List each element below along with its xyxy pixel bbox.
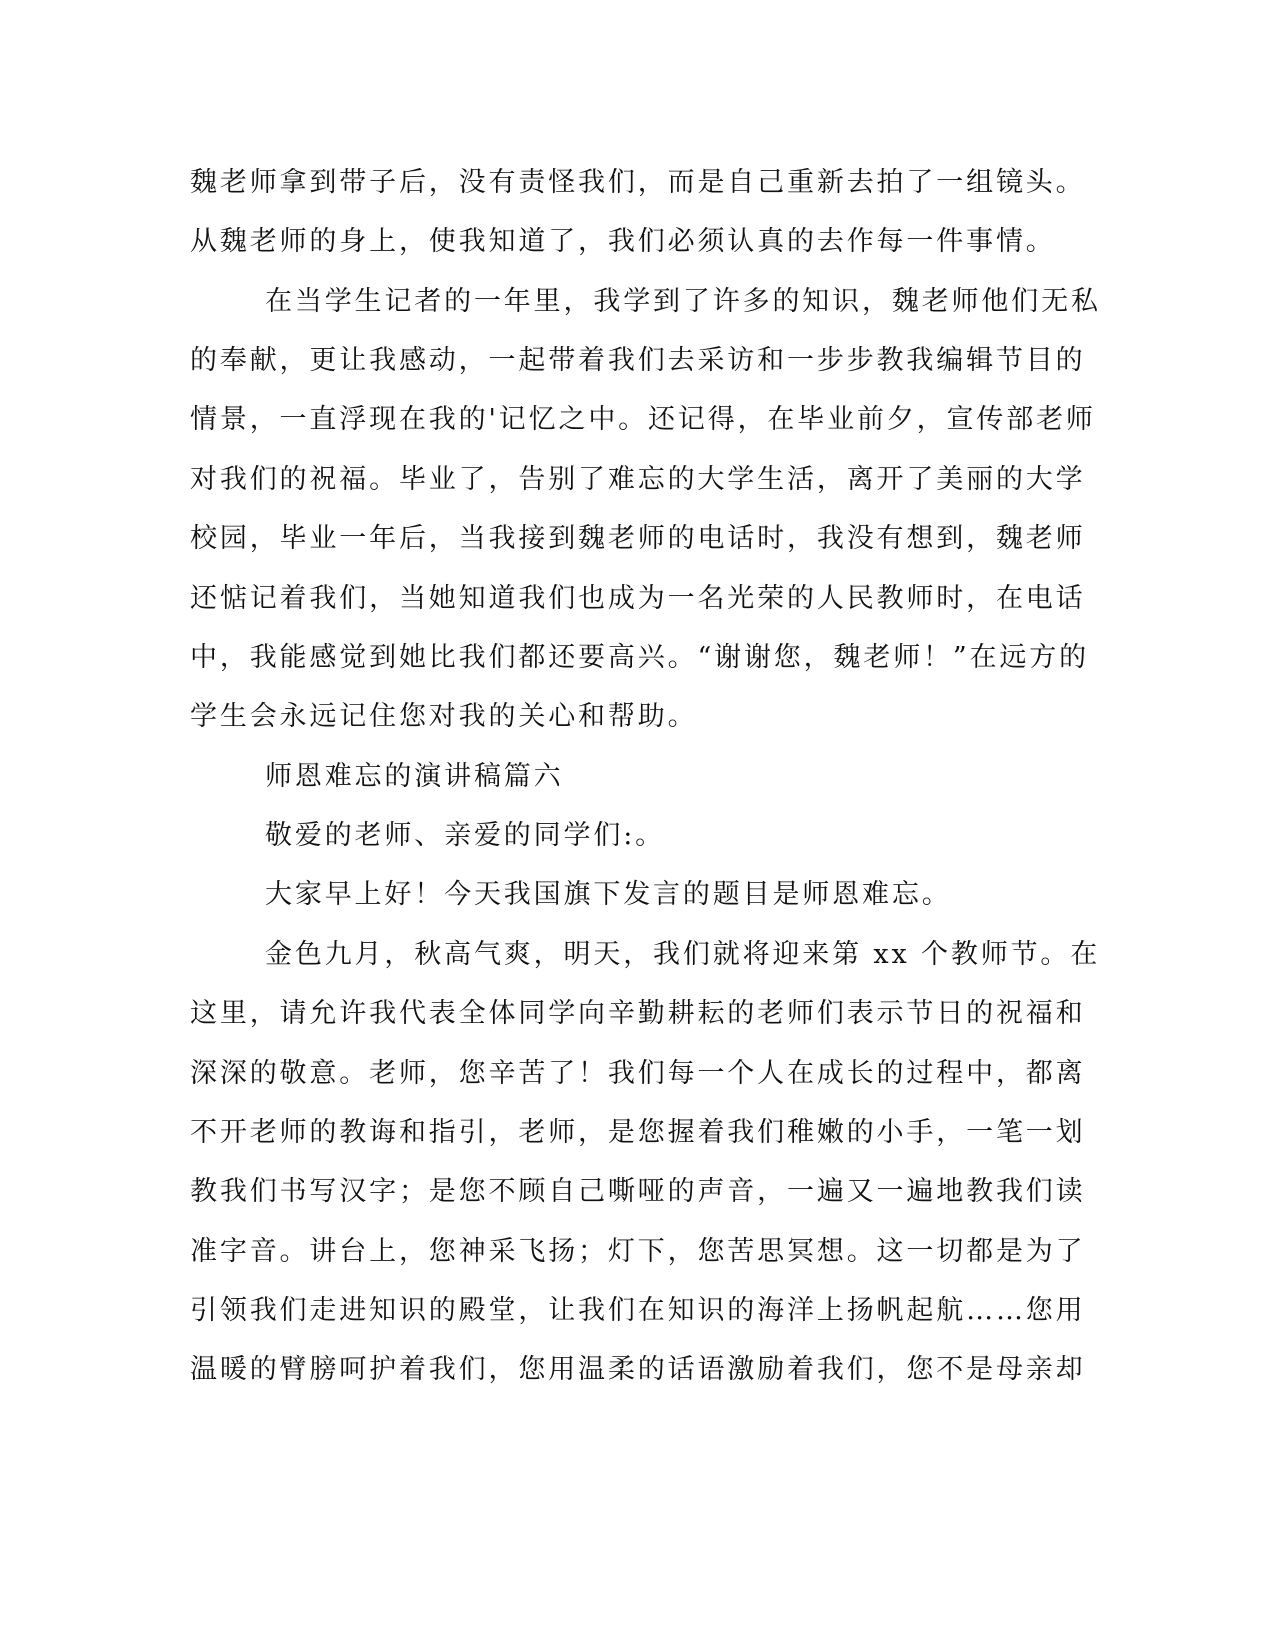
text-line: 从魏老师的身上，使我知道了，我们必须认真的去作每一件事情。 xyxy=(190,226,1056,257)
paragraph-first-line: 在当学生记者的一年里，我学到了许多的知识，魏老师他们无私 xyxy=(265,286,1101,317)
text-line: 对我们的祝福。毕业了，告别了难忘的大学生活，离开了美丽的大学 xyxy=(190,464,1086,495)
text-line: 学生会永远记住您对我的关心和帮助。 xyxy=(190,701,698,732)
text-line: 的奉献，更让我感动，一起带着我们去采访和一步步教我编辑节目的 xyxy=(190,345,1086,376)
salutation: 敬爱的老师、亲爱的同学们:。 xyxy=(265,820,665,851)
paragraph-first-line: 金色九月，秋高气爽，明天，我们就将迎来第 xx 个教师节。在 xyxy=(265,939,1101,970)
text-line: 准字音。讲台上，您神采飞扬；灯下，您苦思冥想。这一切都是为了 xyxy=(190,1236,1086,1267)
text-line: 还惦记着我们，当她知道我们也成为一名光荣的人民教师时，在电话 xyxy=(190,583,1086,614)
text-line: 情景，一直浮现在我的'记忆之中。还记得，在毕业前夕，宣传部老师 xyxy=(190,404,1096,435)
text-line: 引领我们走进知识的殿堂，让我们在知识的海洋上扬帆起航……您用 xyxy=(190,1295,1086,1326)
text-line: 中，我能感觉到她比我们都还要高兴。“谢谢您，魏老师！”在远方的 xyxy=(190,642,1089,673)
text-line: 教我们书写汉字；是您不顾自己嘶哑的声音，一遍又一遍地教我们读 xyxy=(190,1176,1086,1207)
text-line: 不开老师的教诲和指引，老师，是您握着我们稚嫩的小手，一笔一划 xyxy=(190,1117,1086,1148)
text-line: 温暖的臂膀呵护着我们，您用温柔的话语激励着我们，您不是母亲却 xyxy=(190,1354,1086,1385)
text-line: 深深的敬意。老师，您辛苦了！我们每一个人在成长的过程中，都离 xyxy=(190,1058,1086,1089)
greeting: 大家早上好！今天我国旗下发言的题目是师恩难忘。 xyxy=(265,879,952,910)
text-line: 这里，请允许我代表全体同学向辛勤耕耘的老师们表示节日的祝福和 xyxy=(190,998,1086,1029)
text-line: 魏老师拿到带子后，没有责怪我们，而是自己重新去拍了一组镜头。 xyxy=(190,167,1086,198)
text-line: 校园，毕业一年后，当我接到魏老师的电话时，我没有想到，魏老师 xyxy=(190,523,1086,554)
section-heading: 师恩难忘的演讲稿篇六 xyxy=(265,761,564,792)
